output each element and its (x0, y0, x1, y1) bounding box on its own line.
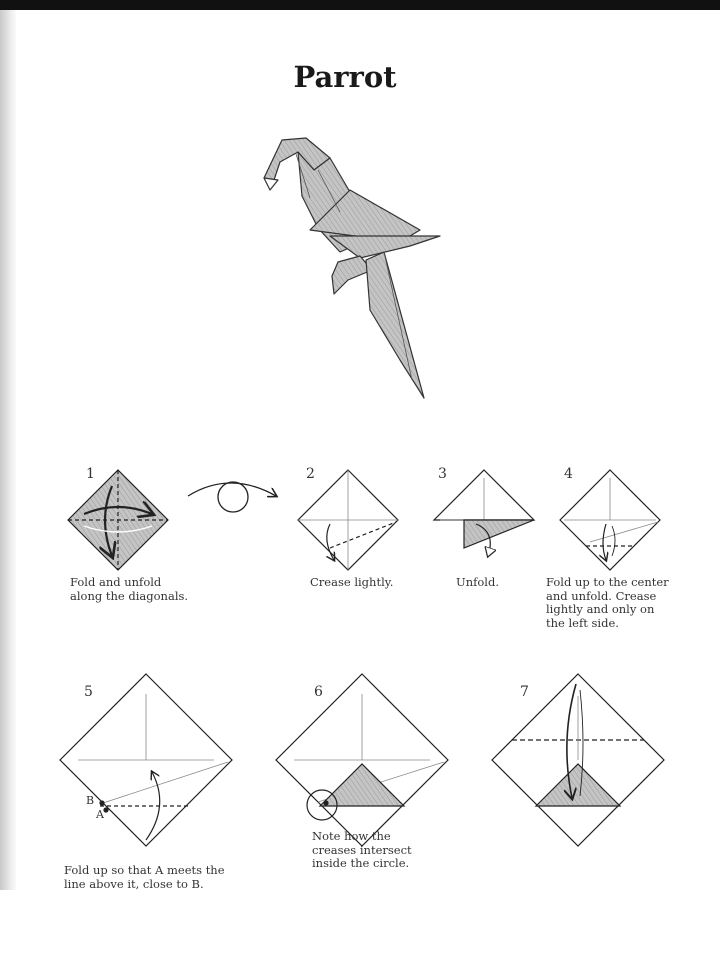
step-1-diagram (68, 470, 168, 570)
step-1-number: 1 (86, 466, 95, 482)
point-a-label: A (96, 808, 104, 821)
page-title: Parrot (293, 60, 397, 94)
turn-over-symbol (188, 482, 276, 512)
parrot-tail (366, 252, 424, 398)
step-7-diagram (492, 674, 664, 846)
step-2-caption: Crease lightly. (310, 575, 394, 589)
step-6-number: 6 (314, 684, 323, 700)
step-5-number: 5 (84, 684, 93, 700)
step-4-number: 4 (564, 466, 573, 482)
step-5-caption: Fold up so that A meets the line above it, close to B. (64, 863, 225, 891)
step-6-caption: Note how the creases intersect inside the circle. (312, 829, 412, 870)
point-b-label: B (86, 794, 95, 807)
parrot-illustration (264, 138, 440, 398)
step-3-diagram (434, 470, 534, 556)
step-2-number: 2 (306, 466, 315, 482)
step-3-number: 3 (438, 466, 447, 482)
step-4-caption: Fold up to the center and unfold. Crease lightly and only on the left side. (546, 575, 669, 630)
step-3-caption: Unfold. (456, 575, 499, 589)
step-1-caption: Fold and unfold along the diagonals. (70, 575, 189, 603)
step-6-diagram (276, 674, 448, 846)
step-4-diagram (560, 470, 660, 570)
parrot-beak (264, 178, 278, 190)
step-7-number: 7 (520, 684, 529, 700)
step-2-diagram (298, 470, 398, 570)
